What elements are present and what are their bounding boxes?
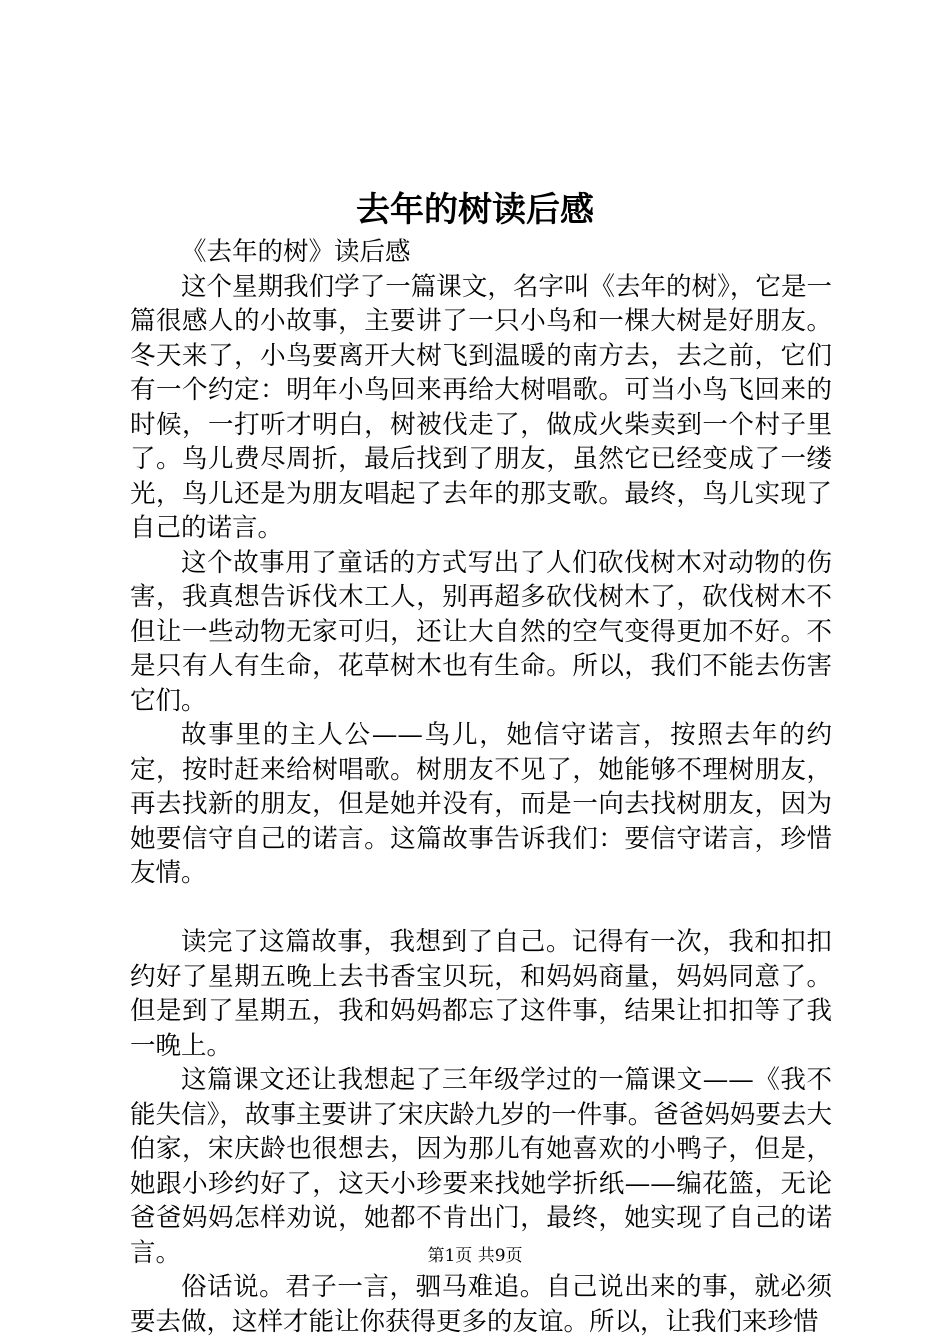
paragraph: 俗话说。君子一言，驷马难追。自己说出来的事，就必须要去做，这样才能让你获得更多的友谊。所以，让我们来珍惜 xyxy=(130,1272,832,1337)
paragraph: 读完了这篇故事，我想到了自己。记得有一次，我和扣扣约好了星期五晚上去书香宝贝玩，和妈妈商量，妈妈同意了。但是到了星期五，我和妈妈都忘了这件事，结果让扣扣等了我一晚上。 xyxy=(130,927,832,1061)
paragraph-subtitle: 《去年的树》读后感 xyxy=(181,237,411,267)
paragraph: 这个星期我们学了一篇课文，名字叫《去年的树》，它是一篇很感人的小故事，主要讲了一只小鸟和一棵大树是好朋友。冬天来了，小鸟要离开大树飞到温暖的南方去，去之前，它们有一个约定：明年小鸟回来再给大树唱歌。可当小鸟飞回来的时候，一打听才明白，树被伐走了，做成火柴卖到一个村子里了。鸟儿费尽周折，最后找到了朋友，虽然它已经变成了一缕光，鸟儿还是为朋友唱起了去年的那支歌。最终，鸟儿实现了自己的诺言。 xyxy=(130,271,832,543)
paragraph: 故事里的主人公——鸟儿，她信守诺言，按照去年的约定，按时赶来给树唱歌。树朋友不见了，她能够不理树朋友，再去找新的朋友，但是她并没有，而是一向去找树朋友，因为她要信守自己的诺言。这篇故事告诉我们：要信守诺言，珍惜友情。 xyxy=(130,720,832,888)
paragraph: 这个故事用了童话的方式写出了人们砍伐树木对动物的伤害，我真想告诉伐木工人，别再超多砍伐树木了，砍伐树木不但让一些动物无家可归，还让大自然的空气变得更加不好。不是只有人有生命，花草树木也有生命。所以，我们不能去伤害它们。 xyxy=(130,547,832,716)
page-footer: 第1页 共9页 xyxy=(427,1246,523,1266)
document-body xyxy=(130,235,832,1339)
document-title: 去年的树读后感 xyxy=(356,190,594,230)
paragraph: 这篇课文还让我想起了三年级学过的一篇课文——《我不能失信》，故事主要讲了宋庆龄九岁的一件事。爸爸妈妈要去大伯家，宋庆龄也很想去，因为那儿有她喜欢的小鸭子，但是，她跟小珍约好了，这天小珍要来找她学折纸——编花篮，无论爸爸妈妈怎样劝说，她都不肯出门，最终，她实现了自己的诺言。 xyxy=(130,1065,832,1268)
